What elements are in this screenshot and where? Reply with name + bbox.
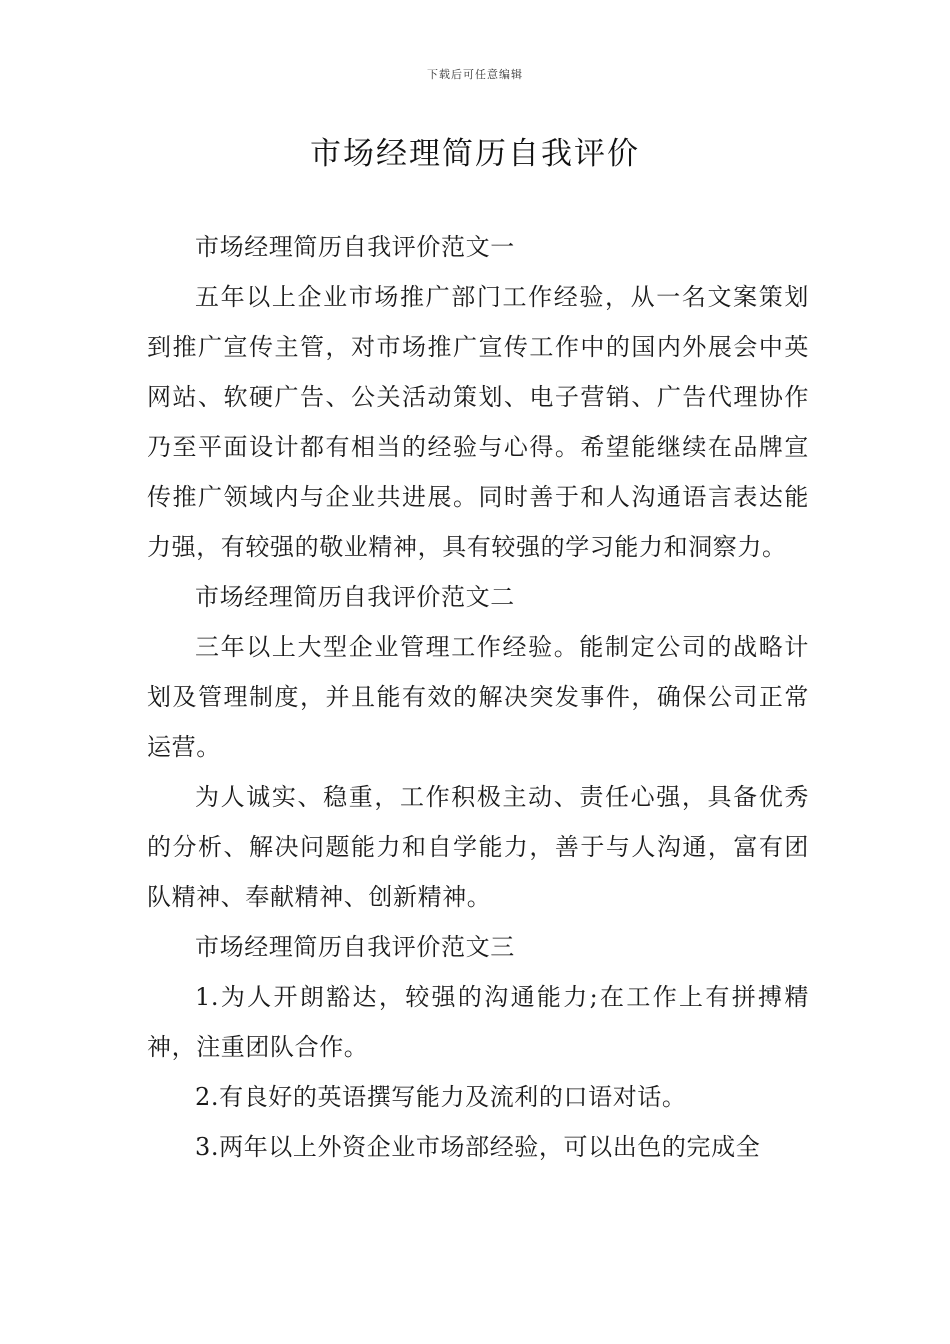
list-item: 2.有良好的英语撰写能力及流利的口语对话。 <box>195 1083 687 1111</box>
section-heading-1: 市场经理简历自我评价范文一 <box>195 233 515 261</box>
list-item: 3.两年以上外资企业市场部经验，可以出色的完成全 <box>195 1133 761 1161</box>
document-title: 市场经理简历自我评价 <box>310 136 640 172</box>
paragraph: 三年以上大型企业管理工作经验。能制定公司的战略计划及管理制度，并且能有效的解决突发事件，确保公司正常运营。 <box>147 633 809 761</box>
paragraph: 为人诚实、稳重，工作积极主动、责任心强，具备优秀的分析、解决问题能力和自学能力，善于与人沟通，富有团队精神、奉献精神、创新精神。 <box>147 783 809 911</box>
list-item: 1.为人开朗豁达，较强的沟通能力;在工作上有拼搏精神，注重团队合作。 <box>147 983 809 1061</box>
section-heading-3: 市场经理简历自我评价范文三 <box>195 933 515 961</box>
document-body <box>147 222 809 1172</box>
section-heading-2: 市场经理简历自我评价范文二 <box>195 583 515 611</box>
header-note: 下载后可任意编辑 <box>427 68 523 81</box>
paragraph: 五年以上企业市场推广部门工作经验，从一名文案策划到推广宣传主管，对市场推广宣传工作中的国内外展会中英网站、软硬广告、公关活动策划、电子营销、广告代理协作乃至平面设计都有相当的经验与心得。希望能继续在品牌宣传推广领域内与企业共进展。同时善于和人沟通语言表达能力强，有较强的敬业精神，具有较强的学习能力和洞察力。 <box>147 283 809 561</box>
